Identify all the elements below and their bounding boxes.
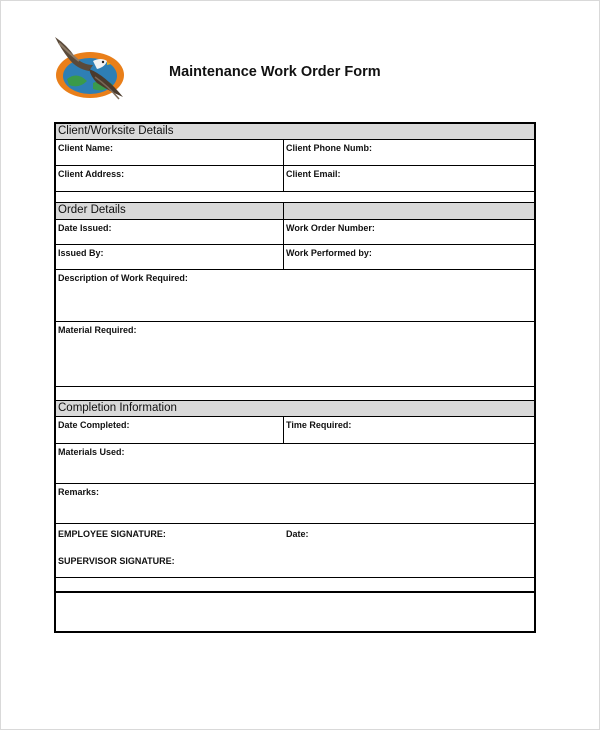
field-label: Client Email:	[286, 169, 341, 179]
section-heading: Order Details	[58, 204, 126, 216]
issued-by-field[interactable]	[56, 245, 284, 269]
section-heading: Completion Information	[58, 402, 177, 414]
field-label: Client Name:	[58, 143, 114, 153]
section-header-client	[54, 122, 536, 140]
field-label: Description of Work Required:	[58, 273, 188, 283]
form-title: Maintenance Work Order Form	[169, 64, 381, 80]
date-issued-field[interactable]	[56, 220, 284, 244]
form-row	[54, 444, 536, 484]
client-phone-field[interactable]	[284, 140, 534, 165]
field-label: Work Order Number:	[286, 223, 375, 233]
field-label: Date Completed:	[58, 420, 130, 430]
field-label: Date Issued:	[58, 223, 112, 233]
field-label: Time Required:	[286, 420, 352, 430]
section-heading-cell	[56, 203, 284, 219]
material-required-field[interactable]	[56, 322, 534, 386]
field-label: Client Address:	[58, 169, 125, 179]
signature-block[interactable]	[56, 524, 534, 577]
date-completed-field[interactable]	[56, 417, 284, 443]
field-label: Remarks:	[58, 487, 100, 497]
field-label: Material Required:	[58, 325, 137, 335]
form-gap	[54, 578, 536, 591]
form-row	[54, 220, 536, 245]
form-row	[54, 417, 536, 444]
eagle-globe-logo-icon	[49, 35, 131, 107]
remarks-field[interactable]	[56, 484, 534, 523]
blank-box[interactable]	[54, 591, 536, 633]
form-row	[54, 166, 536, 192]
client-address-field[interactable]	[56, 166, 284, 191]
signature-row	[54, 524, 536, 578]
materials-used-field[interactable]	[56, 444, 534, 483]
form-row	[54, 270, 536, 322]
employee-signature-label: EMPLOYEE SIGNATURE:	[58, 529, 166, 539]
spacer-row	[54, 387, 536, 401]
time-required-field[interactable]	[284, 417, 534, 443]
section-header-order	[54, 203, 536, 220]
supervisor-signature-label: SUPERVISOR SIGNATURE:	[58, 556, 175, 566]
client-name-field[interactable]	[56, 140, 284, 165]
description-field[interactable]	[56, 270, 534, 321]
field-label: Client Phone Numb:	[286, 143, 372, 153]
form-row	[54, 140, 536, 166]
section-header-completion	[54, 401, 536, 417]
field-label: Issued By:	[58, 248, 104, 258]
work-order-number-field[interactable]	[284, 220, 534, 244]
date-label: Date:	[286, 529, 309, 539]
form-row	[54, 245, 536, 270]
work-order-form	[54, 122, 536, 633]
work-performed-by-field[interactable]	[284, 245, 534, 269]
field-label: Materials Used:	[58, 447, 125, 457]
spacer-row	[54, 192, 536, 203]
field-label: Work Performed by:	[286, 248, 372, 258]
form-row	[54, 322, 536, 387]
client-email-field[interactable]	[284, 166, 534, 191]
section-heading: Client/Worksite Details	[58, 125, 174, 137]
form-row	[54, 484, 536, 524]
